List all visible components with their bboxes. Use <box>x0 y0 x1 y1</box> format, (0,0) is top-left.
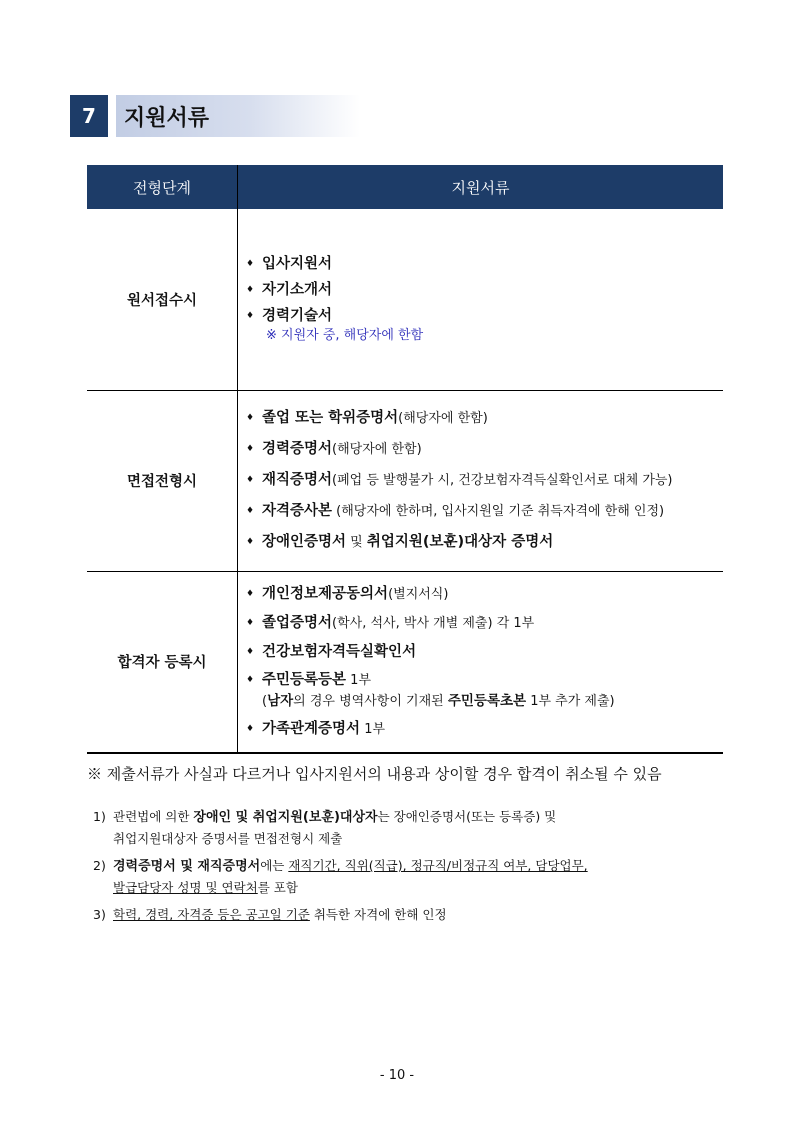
table-row <box>87 390 723 571</box>
list-item <box>246 584 723 605</box>
document-condition: (폐업 등 발행불가 시, 건강보험자격득실확인서로 대체 가능) <box>332 473 673 488</box>
stage-cell: 면접전형시 <box>87 390 238 571</box>
document-name: 재직증명서 <box>262 472 333 488</box>
list-item <box>246 719 723 740</box>
list-item <box>246 670 723 711</box>
note-number: 3) <box>93 907 106 922</box>
document-list <box>238 584 723 740</box>
list-item <box>246 470 723 491</box>
note-underlined: 학력, 경력, 자격증 등은 공고일 기준 <box>113 907 310 922</box>
document-condition: 1부 <box>346 672 372 688</box>
documents-table <box>87 165 723 754</box>
document-name: 경력기술서 <box>262 307 333 324</box>
list-item <box>246 532 723 553</box>
note-bold: 주민등록초본 <box>447 692 527 709</box>
list-item <box>246 254 723 274</box>
page-number: - 10 - <box>379 1068 415 1083</box>
list-item <box>93 904 733 925</box>
note-bold: 경력증명서 및 재직증명서 <box>113 859 261 874</box>
note-text: 에는 <box>260 858 289 873</box>
list-item <box>246 306 723 345</box>
notes-list <box>93 806 733 931</box>
table-row <box>87 571 723 753</box>
document-name-2: 취업지원(보훈)대상자 증명서 <box>366 534 554 550</box>
note-underlined: 발급담당자 성명 및 연락처 <box>113 880 258 895</box>
document-name: 가족관계증명서 <box>262 720 361 737</box>
header-stage: 전형단계 <box>87 165 238 209</box>
document-condition: (학사, 석사, 박사 개별 제출) 각 1부 <box>332 615 535 631</box>
note-underlined: 재직기간, 직위(직급), 정규직/비정규직 여부, 담당업무, <box>288 858 588 873</box>
document-name: 입사지원서 <box>262 255 333 272</box>
document-name: 자기소개서 <box>262 281 333 298</box>
document-condition: (해당자에 한함) <box>398 411 488 426</box>
document-condition: (해당자에 한함) <box>332 442 422 457</box>
document-name: 주민등록등본 <box>262 671 347 688</box>
document-condition: (해당자에 한하며, 입사지원일 기준 취득자격에 한해 인정) <box>332 504 665 519</box>
table-row <box>87 209 723 390</box>
document-name: 자격증사본 <box>262 503 333 519</box>
list-item <box>246 280 723 300</box>
document-name: 졸업증명서 <box>262 614 333 631</box>
list-item <box>93 806 733 849</box>
note-number: 2) <box>93 858 106 873</box>
note-bold: 장애인 및 취업지원(보훈)대상자 <box>193 810 378 825</box>
document-name: 졸업 또는 학위증명서 <box>262 410 399 426</box>
list-item <box>246 439 723 460</box>
stage-cell: 합격자 등록시 <box>87 571 238 753</box>
document-name: 건강보험자격득실확인서 <box>262 643 417 660</box>
table-header-row <box>87 165 723 209</box>
note-text: 를 포함 <box>257 880 298 895</box>
note-text: 1부 추가 제출) <box>526 693 615 709</box>
documents-cell <box>238 571 724 753</box>
document-condition: 1부 <box>360 721 386 737</box>
section-number: 7 <box>70 95 108 137</box>
document-list <box>238 254 723 345</box>
note-text: 취업지원대상자 증명서를 면접전형시 제출 <box>113 831 343 846</box>
document-name: 장애인증명서 <box>262 534 347 550</box>
list-item <box>246 613 723 634</box>
document-list <box>238 408 723 553</box>
section-heading <box>70 95 360 137</box>
list-item <box>246 501 723 522</box>
section-title: 지원서류 <box>116 95 360 137</box>
note-text: 의 경우 병역사항이 기재된 <box>293 693 448 709</box>
note-text: 취득한 자격에 한해 인정 <box>309 907 447 922</box>
male-note <box>262 692 723 711</box>
list-item <box>246 408 723 429</box>
document-name: 개인정보제공동의서 <box>262 585 389 602</box>
stage-cell: 원서접수시 <box>87 209 238 390</box>
document-connector: 및 <box>346 535 367 550</box>
note-text: 는 장애인증명서(또는 등록증) 및 <box>377 809 557 824</box>
header-documents: 지원서류 <box>238 165 724 209</box>
list-item <box>246 642 723 662</box>
disclaimer: ※ 제출서류가 사실과 다르거나 입사지원서의 내용과 상이할 경우 합격이 취소될 수 있음 <box>87 765 662 783</box>
note-bold: 남자 <box>267 692 294 709</box>
note-text: 관련법에 의한 <box>113 809 194 824</box>
list-item <box>93 855 733 898</box>
note-text: ( <box>262 693 268 709</box>
applicant-note: ※ 지원자 중, 해당자에 한함 <box>266 327 424 343</box>
documents-cell <box>238 390 724 571</box>
documents-cell <box>238 209 724 390</box>
note-number: 1) <box>93 809 106 824</box>
document-name: 경력증명서 <box>262 441 333 457</box>
document-condition: (별지서식) <box>388 586 449 602</box>
